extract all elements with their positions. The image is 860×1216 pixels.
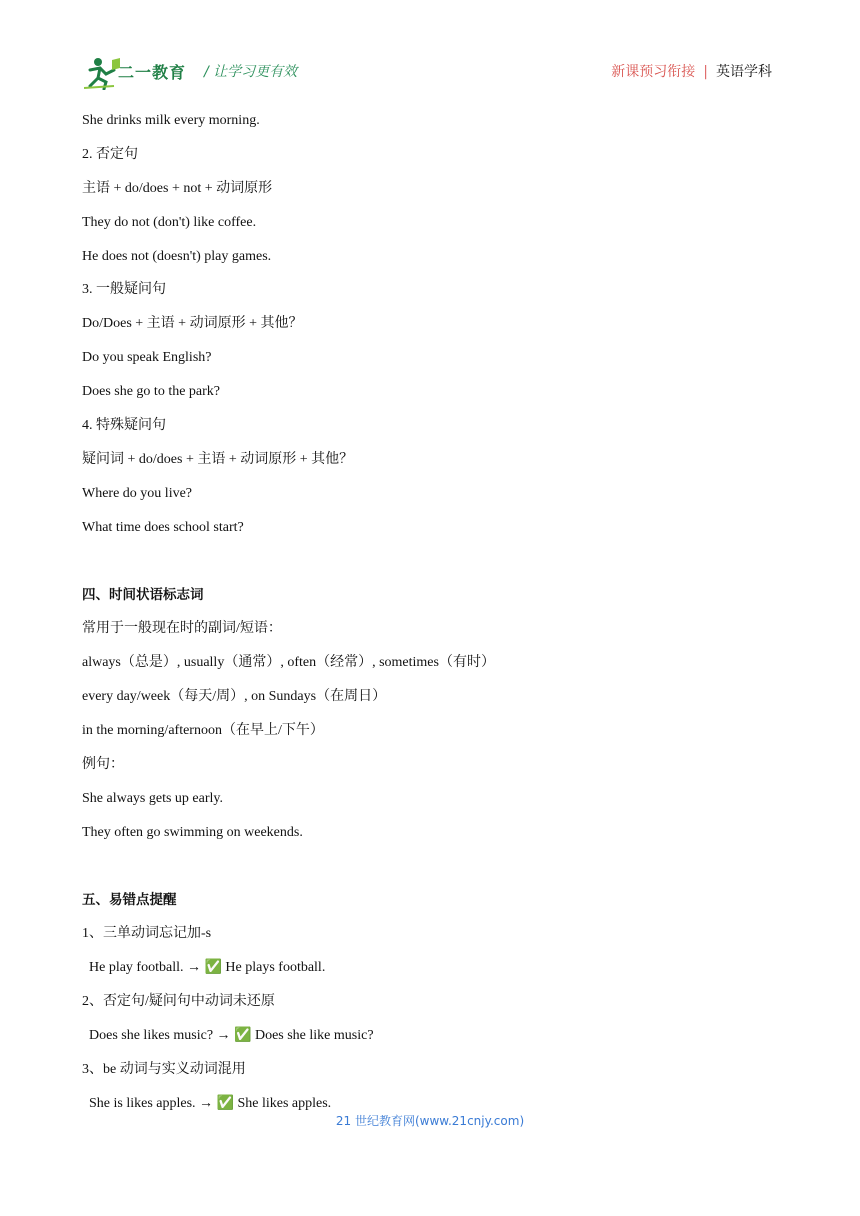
header-course-label: 新课预习衔接: [611, 64, 696, 80]
document-body: [82, 110, 782, 1127]
text-line: She drinks milk every morning.: [82, 113, 260, 128]
blank-line: [82, 551, 782, 585]
mistake-title: 1、三单动词忘记加-s: [82, 926, 212, 942]
blank-line: [82, 856, 782, 890]
page-header: [0, 0, 860, 100]
formula-line: 主语 + do/does + not + 动词原形: [82, 180, 273, 196]
header-subject-label: 英语学科: [716, 64, 772, 80]
logo-text: 二一教育: [118, 63, 187, 82]
example-line: They do not (don't) like coffee.: [82, 214, 257, 230]
section-title: 3. 一般疑问句: [82, 282, 166, 298]
text-line: every day/week（每天/周）, on Sundays（在周日）: [82, 689, 387, 705]
page-footer: 21 世纪教育网(www.21cnjy.com): [335, 1114, 525, 1128]
formula-line: 疑问词 + do/does + 主语 + 动词原形 + 其他？: [82, 451, 354, 467]
example-line: She always gets up early.: [82, 790, 223, 806]
example-line: He does not (doesn't) play games.: [82, 248, 272, 264]
example-line: Does she go to the park?: [82, 384, 221, 400]
mistake-title: 3、be 动词与实义动词混用: [82, 1061, 246, 1077]
example-line: What time does school start?: [82, 519, 244, 535]
text-line: always（总是）, usually（通常）, often（经常）, sometimes（有时）: [82, 655, 495, 671]
text-line: 例句：: [82, 756, 124, 772]
heading-time-markers: 四、时间状语标志词: [82, 587, 204, 604]
section-title: 2. 否定句: [82, 146, 138, 162]
mistake-title: 2、否定句/疑问句中动词未还原: [82, 994, 275, 1010]
example-line: They often go swimming on weekends.: [82, 824, 303, 840]
example-line: Where do you live?: [82, 485, 193, 501]
correction-line: He play football. → ✅ He plays football.: [89, 960, 326, 976]
slogan: / 让学习更有效: [204, 64, 298, 80]
text-line: 常用于一般现在时的副词/短语：: [82, 621, 282, 637]
correction-line: Does she likes music? → ✅ Does she like music?: [89, 1028, 374, 1044]
correction-line: She is likes apples. → ✅ She likes apples.: [89, 1095, 332, 1111]
header-separator: |: [703, 64, 708, 80]
formula-line: Do/Does + 主语 + 动词原形 + 其他？: [82, 316, 303, 332]
heading-common-mistakes: 五、易错点提醒: [82, 892, 177, 909]
header-right: [611, 61, 772, 81]
example-line: Do you speak English?: [82, 350, 212, 366]
text-line: in the morning/afternoon（在早上/下午）: [82, 723, 324, 739]
section-title: 4. 特殊疑问句: [82, 418, 166, 434]
